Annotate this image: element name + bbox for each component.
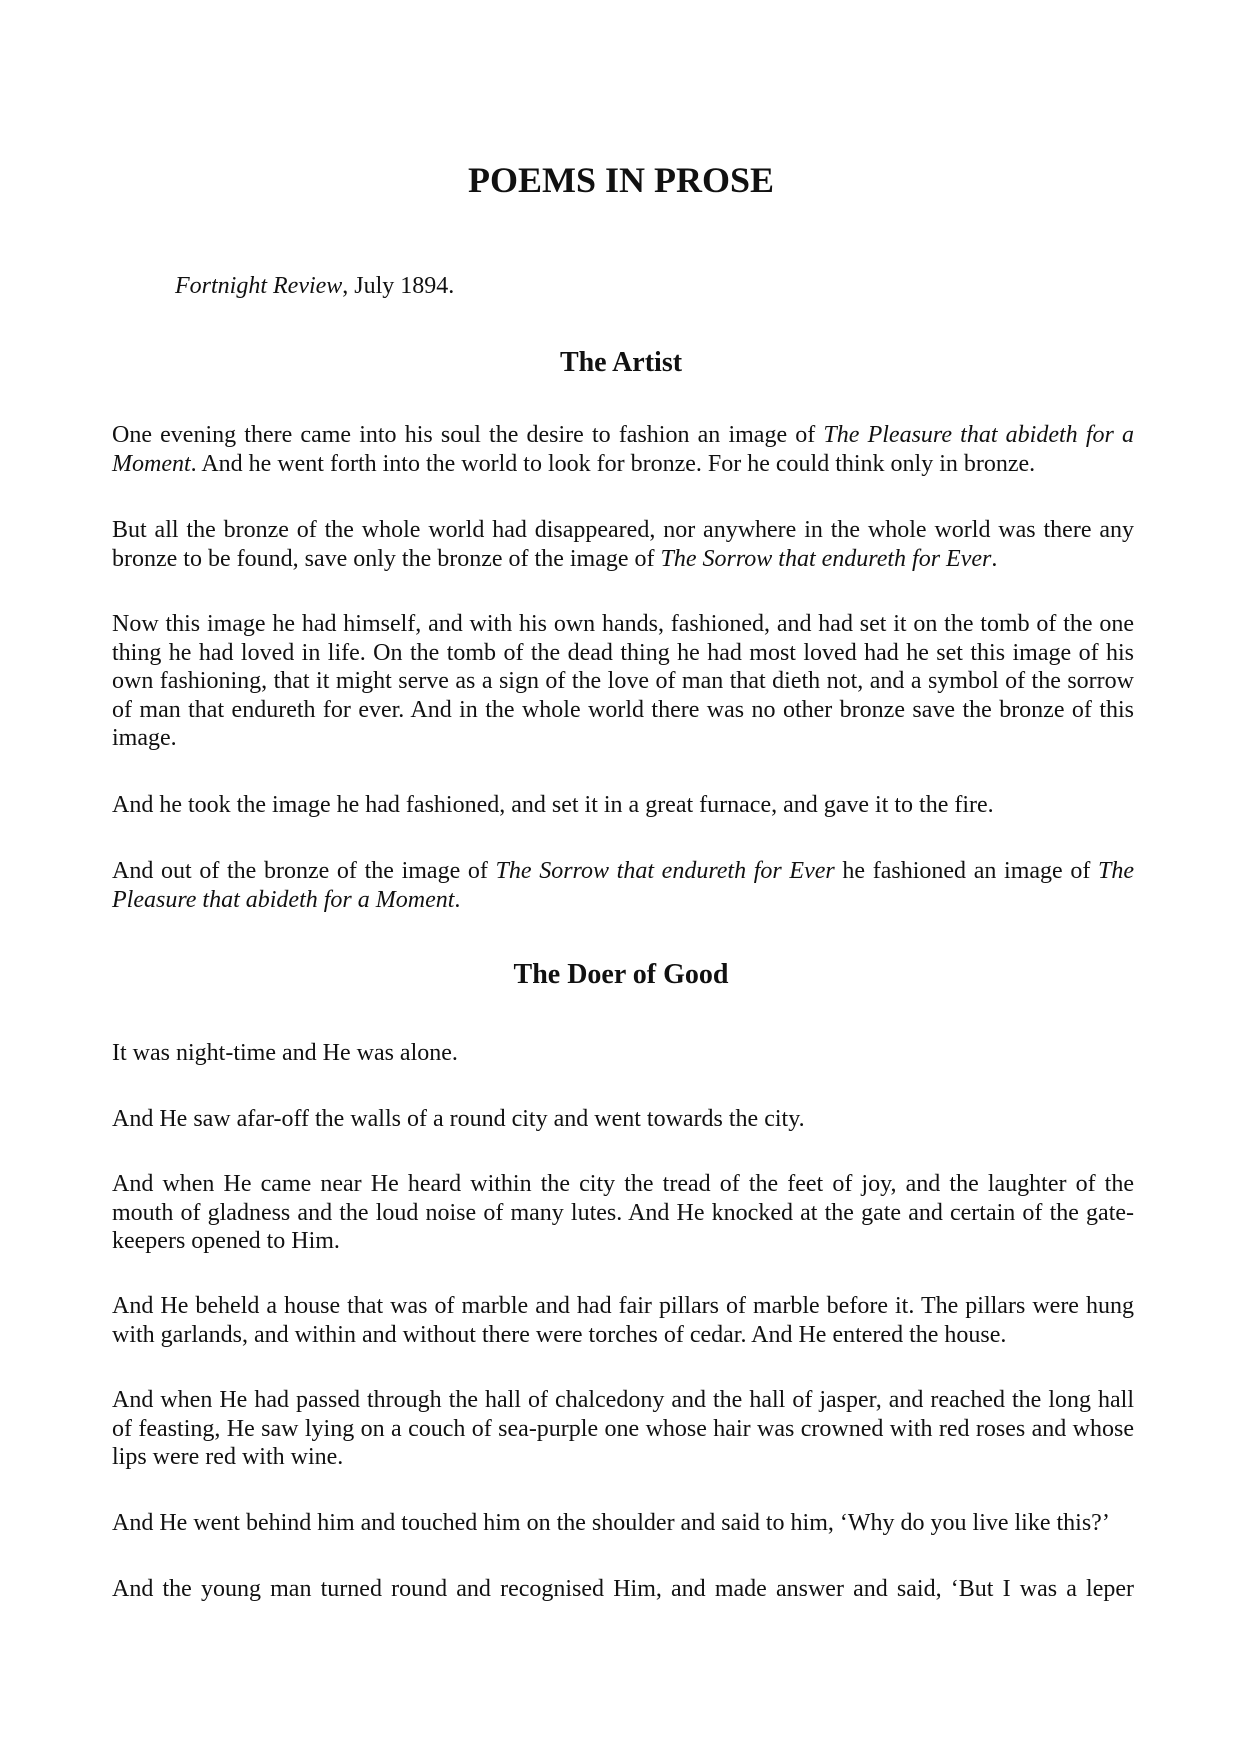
doer-paragraph-1: It was night-time and He was alone. [112, 1040, 458, 1066]
text-run: he fashioned an image of [834, 858, 1098, 884]
section-heading-the-doer-of-good: The Doer of Good [513, 959, 729, 990]
text-run: . [454, 886, 461, 913]
doer-paragraph-6: And He went behind him and touched him on the shoulder and said to him, ‘Why do you live like this?’ [112, 1510, 1110, 1536]
document-title: POEMS IN PROSE [467, 160, 775, 200]
doer-paragraph-3: And when He came near He heard within the city the tread of the feet of joy, and the laughter of the mouth of gladness and the loud noise of many lutes. And He knocked at the gate and certain of the gate-keepers opened to Him. [112, 1171, 1134, 1255]
source-line [175, 272, 454, 300]
artist-paragraph-3: Now this image he had himself, and with his own hands, fashioned, and had set it on the tomb of the one thing he had loved in life. On the tomb of the dead thing he had most loved had he set this image of his own fashioning, that it might serve as a sign of the love of man that dieth not, and a symbol of the sorrow of man that endureth for ever. And in the whole world there was no other bronze save the bronze of this image. [112, 611, 1134, 752]
text-run: . [991, 545, 998, 572]
source-publication: Fortnight Review [175, 273, 343, 299]
italic-title: The Sorrow that endureth for Ever [660, 545, 992, 572]
artist-paragraph-5 [112, 857, 1134, 914]
artist-paragraph-2 [112, 516, 1134, 573]
text-run: One evening there came into his soul the desire to fashion an image of [112, 422, 824, 448]
italic-title: The Pleasure that abideth for a Moment [112, 422, 1134, 477]
text-run: But all the bronze of the whole world had disappeared, nor anywhere in the whole world was there any bronze to be found, save only the bronze of the image of [112, 517, 1134, 572]
text-run: And out of the bronze of the image of [112, 858, 496, 884]
section-heading-the-artist: The Artist [559, 347, 683, 378]
artist-paragraph-4: And he took the image he had fashioned, and set it in a great furnace, and gave it to the fire. [112, 792, 994, 818]
artist-paragraph-1 [112, 421, 1134, 478]
doer-paragraph-2: And He saw afar-off the walls of a round city and went towards the city. [112, 1106, 805, 1132]
source-date: , July 1894. [342, 273, 455, 299]
doer-paragraph-7: And the young man turned round and recognised Him, and made answer and said, ‘But I was a leper [112, 1576, 1134, 1602]
doer-paragraph-5: And when He had passed through the hall of chalcedony and the hall of jasper, and reached the long hall of feasting, He saw lying on a couch of sea-purple one whose hair was crowned with red roses and whose lips were red with wine. [112, 1387, 1134, 1471]
doer-paragraph-4: And He beheld a house that was of marble and had fair pillars of marble before it. The pillars were hung with garlands, and within and without there were torches of cedar. And He entered the house. [112, 1293, 1134, 1348]
italic-title: The Sorrow that endureth for Ever [495, 858, 835, 884]
text-run: . And he went forth into the world to look for bronze. For he could think only in bronze. [190, 450, 1036, 477]
italic-title: The Pleasure that abideth for a Moment [112, 858, 1134, 913]
